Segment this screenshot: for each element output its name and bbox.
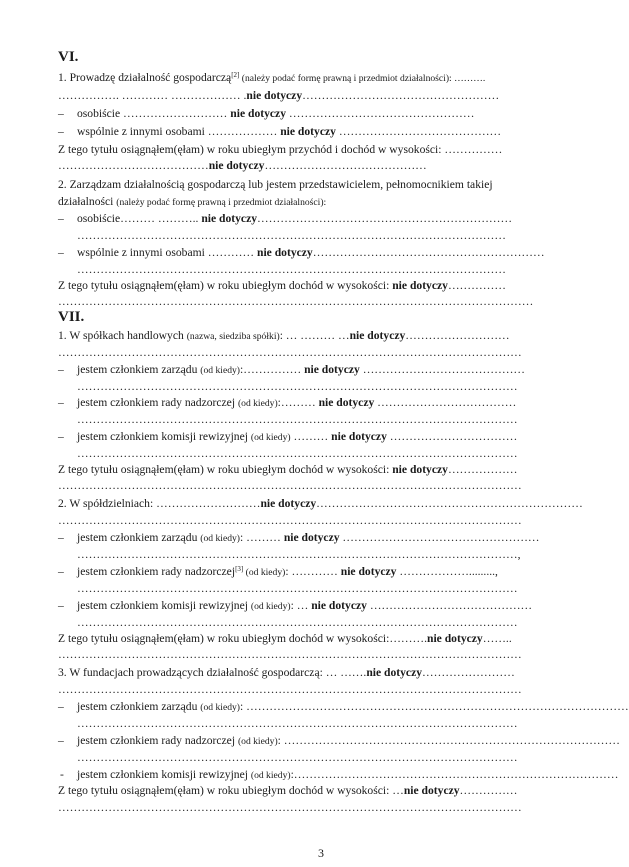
vi-1-osobiscie: osobiście ……………………… nie dotyczy ………………………………………… — [77, 107, 475, 120]
dash: - — [60, 768, 64, 781]
vii-3-komisja: jestem członkiem komisji rewizyjnej (od kiedy):………………………………………………………………………… — [77, 768, 619, 781]
vi-1-income-line2: …………………………………nie dotyczy…………………………………… — [58, 159, 427, 172]
dash: – — [58, 212, 64, 225]
vi-2-wspolnie-line2: ………………………………………………………………………………………………… — [77, 263, 506, 276]
dash: – — [58, 734, 64, 747]
vii-3-zarzad: jestem członkiem zarządu (od kiedy): ……………………………………………………………………………………… — [77, 700, 629, 713]
vi-2-osobiscie: osobiście……… ……….. nie dotyczy………………………………………………………… — [77, 212, 513, 225]
dash: – — [58, 700, 64, 713]
dash: – — [58, 107, 64, 120]
vii-3-zarzad-line2: …………………………………………………………………………………………………… — [77, 717, 518, 730]
vii-1-line2: ………………………………………………………………………………………………………… — [58, 346, 522, 359]
vii-3-line2: ………………………………………………………………………………………………………… — [58, 683, 522, 696]
vii-1-komisja: jestem członkiem komisji rewizyjnej (od kiedy) ……… nie dotyczy …………………………… — [77, 430, 518, 443]
vii-3-line: 3. W fundacjach prowadzących działalność gospodarczą: … …….nie dotyczy…………………… — [58, 666, 515, 679]
dash: – — [58, 396, 64, 409]
vii-2-rada-line2: …………………………………………………………………………………………………… — [77, 582, 518, 595]
dash: – — [58, 246, 64, 259]
vii-1-zarzad-line2: …………………………………………………………………………………………………… — [77, 380, 518, 393]
vii-1-rada-line2: …………………………………………………………………………………………………… — [77, 413, 518, 426]
vi-2-line1: 2. Zarządzam działalnością gospodarczą lub jestem przedstawicielem, pełnomocnikiem takiej — [58, 178, 493, 191]
vii-3-rada-line2: …………………………………………………………………………………………………… — [77, 751, 518, 764]
vi-1-wspolnie: wspólnie z innymi osobami ……………… nie dotyczy …………………………………… — [77, 125, 502, 138]
vii-3-income-line2: ………………………………………………………………………………………………………… — [58, 801, 522, 814]
vii-1-komisja-line2: …………………………………………………………………………………………………… — [77, 447, 518, 460]
vi-1-line: 1. Prowadzę działalność gospodarczą[2] (należy podać formę prawną i przedmiot działalności): ………. — [58, 71, 486, 84]
dash: – — [58, 125, 64, 138]
vii-2-komisja: jestem członkiem komisji rewizyjnej (od kiedy): … nie dotyczy …………………………………… — [77, 599, 533, 612]
dash: – — [58, 531, 64, 544]
vii-2-zarzad-line2: ……………………………………………………………………………………………………, — [77, 548, 521, 561]
vi-2-wspolnie: wspólnie z innymi osobami ………… nie dotyczy…………………………………………………… — [77, 246, 545, 259]
vii-2-rada: jestem członkiem rady nadzorczej[3] (od kiedy): ………… nie dotyczy ………………........., — [77, 565, 498, 578]
vii-2-komisja-line2: …………………………………………………………………………………………………… — [77, 616, 518, 629]
vii-1-line: 1. W spółkach handlowych (nazwa, siedziba spółki): … ……… …nie dotyczy……………………… — [58, 329, 510, 342]
section-vi-heading: VI. — [58, 49, 79, 65]
vii-2-income-line2: ………………………………………………………………………………………………………… — [58, 648, 522, 661]
vi-1-line2: ……………. ………… ……………… .nie dotyczy…………………………………………… — [58, 89, 500, 102]
vii-3-income: Z tego tytułu osiągnąłem(ęłam) w roku ubiegłym dochód w wysokości: …nie dotyczy…………… — [58, 784, 518, 797]
vii-1-income-line2: ………………………………………………………………………………………………………… — [58, 479, 522, 492]
vii-3-rada: jestem członkiem rady nadzorczej (od kiedy): …………………………………………………………………………… — [77, 734, 620, 747]
dash: – — [58, 430, 64, 443]
vii-1-income: Z tego tytułu osiągnąłem(ęłam) w roku ubiegłym dochód w wysokości: nie dotyczy……………… — [58, 463, 518, 476]
page-number: 3 — [318, 846, 324, 860]
dash: – — [58, 363, 64, 376]
vii-2-line: 2. W spółdzielniach: ………………………nie dotyczy…………………………………………………………… — [58, 497, 583, 510]
vii-2-zarzad: jestem członkiem zarządu (od kiedy): ……… nie dotyczy …………………………………………… — [77, 531, 540, 544]
dash: – — [58, 599, 64, 612]
section-vii-heading: VII. — [58, 309, 85, 325]
vi-2-osobiscie-line2: ………………………………………………………………………………………………… — [77, 229, 506, 242]
vii-1-rada: jestem członkiem rady nadzorczej (od kiedy):……… nie dotyczy ……………………………… — [77, 396, 517, 409]
vi-2-income: Z tego tytułu osiągnąłem(ęłam) w roku ubiegłym dochód w wysokości: nie dotyczy…………… — [58, 279, 506, 292]
vii-2-income: Z tego tytułu osiągnąłem(ęłam) w roku ubiegłym dochód w wysokości:……….nie dotyczy…….. — [58, 632, 512, 645]
vii-1-zarzad: jestem członkiem zarządu (od kiedy):…………… nie dotyczy …………………………………… — [77, 363, 526, 376]
dash: – — [58, 565, 64, 578]
vi-1-income: Z tego tytułu osiągnąłem(ęłam) w roku ubiegłym przychód i dochód w wysokości: …………… — [58, 143, 503, 156]
vi-2-line2: działalności (należy podać formę prawną i przedmiot działalności): — [58, 195, 327, 208]
vi-2-income-line2: …………………………………………………………………………………………………………… — [58, 295, 534, 308]
vii-2-line2: ………………………………………………………………………………………………………… — [58, 514, 522, 527]
